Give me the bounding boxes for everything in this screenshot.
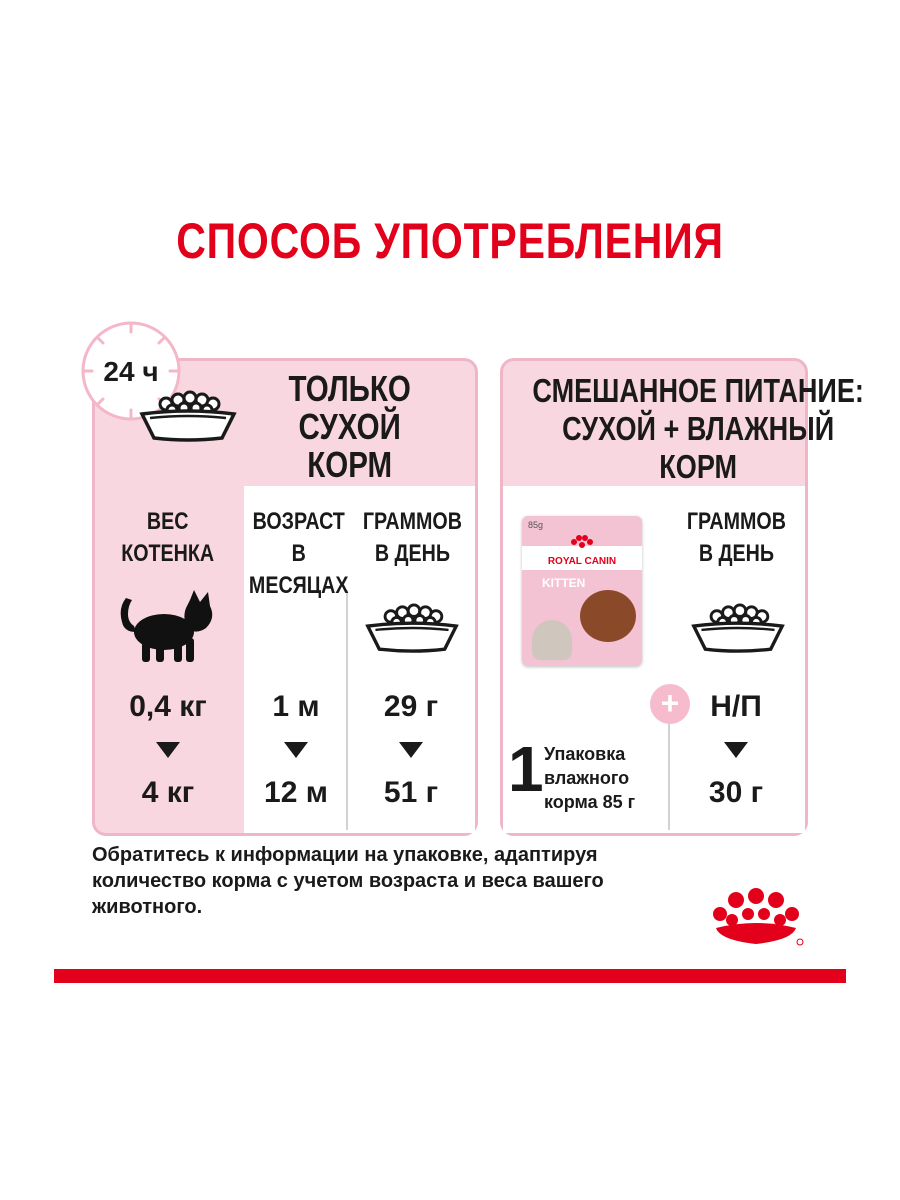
pouch-kitten-photo — [532, 620, 572, 660]
weight-from: 0,4 кг — [129, 690, 207, 723]
weight-header — [98, 506, 238, 570]
mixed-heading-line-2: СУХОЙ + ВЛАЖНЫЙ — [562, 410, 835, 447]
mixed-grams-header-line-1: ГРАММОВ — [686, 508, 786, 535]
pouch-icon — [522, 516, 642, 666]
pack-text-line-1: Упаковка — [544, 744, 626, 764]
page-title: СПОСОБ УПОТРЕБЛЕНИЯ — [176, 213, 724, 269]
pouch-food-window — [580, 590, 636, 642]
dry-grams-header-line-2: В ДЕНЬ — [374, 540, 450, 567]
pouch-brand: ROYAL CANIN — [547, 556, 617, 567]
dry-heading — [250, 370, 450, 484]
pouch-product: KITTEN — [542, 576, 586, 590]
footer-red-bar — [54, 969, 846, 983]
mixed-heading-line-1: СМЕШАННОЕ ПИТАНИЕ: — [532, 372, 864, 409]
age-to: 12 м — [264, 776, 328, 809]
age-header-line-2: МЕСЯЦАХ — [248, 572, 349, 599]
arrow-down-icon — [156, 742, 180, 758]
pack-text — [544, 742, 664, 814]
pack-text-line-2: влажного — [544, 768, 630, 788]
bowl-icon — [362, 600, 462, 656]
dry-grams-to: 51 г — [383, 776, 439, 809]
mixed-heading — [496, 372, 864, 486]
age-header-line-1: ВОЗРАСТ В — [252, 508, 345, 567]
bowl-icon — [136, 388, 240, 444]
mixed-heading-line-3: КОРМ — [659, 448, 738, 485]
arrow-down-icon — [284, 742, 308, 758]
dry-heading-line-2: СУХОЙ — [298, 406, 402, 447]
mixed-grams-from: Н/П — [710, 690, 762, 723]
pouch-weight: 85g — [528, 520, 544, 530]
dry-heading-line-1: ТОЛЬКО — [288, 368, 412, 409]
mixed-grams-header-line-2: В ДЕНЬ — [698, 540, 774, 567]
weight-header-line-1: ВЕС — [147, 508, 189, 535]
mixed-grams-to: 30 г — [708, 776, 764, 809]
clock-label: 24 ч — [103, 356, 159, 387]
kitten-icon — [112, 588, 222, 664]
arrow-down-icon — [724, 742, 748, 758]
dry-grams-from: 29 г — [383, 690, 439, 723]
bowl-icon — [688, 600, 788, 656]
crown-logo-icon — [570, 534, 594, 555]
mixed-grams-header — [674, 506, 798, 570]
plus-icon: + — [650, 684, 690, 724]
age-header — [238, 506, 354, 602]
weight-to: 4 кг — [141, 776, 195, 809]
dry-grams-header — [350, 506, 474, 570]
dry-grams-header-line-1: ГРАММОВ — [362, 508, 462, 535]
age-from: 1 м — [272, 690, 320, 723]
pack-text-line-3: корма 85 г — [544, 792, 636, 812]
feeding-note: Обратитесь к информации на упаковке, адаптируя количество корма с учетом возраста и веса вашего животного. — [92, 844, 604, 918]
crown-logo-icon — [706, 888, 806, 950]
pack-count: 1 — [508, 733, 544, 805]
weight-header-line-2: КОТЕНКА — [121, 540, 215, 567]
dry-heading-line-3: КОРМ — [307, 444, 393, 485]
arrow-down-icon — [399, 742, 423, 758]
